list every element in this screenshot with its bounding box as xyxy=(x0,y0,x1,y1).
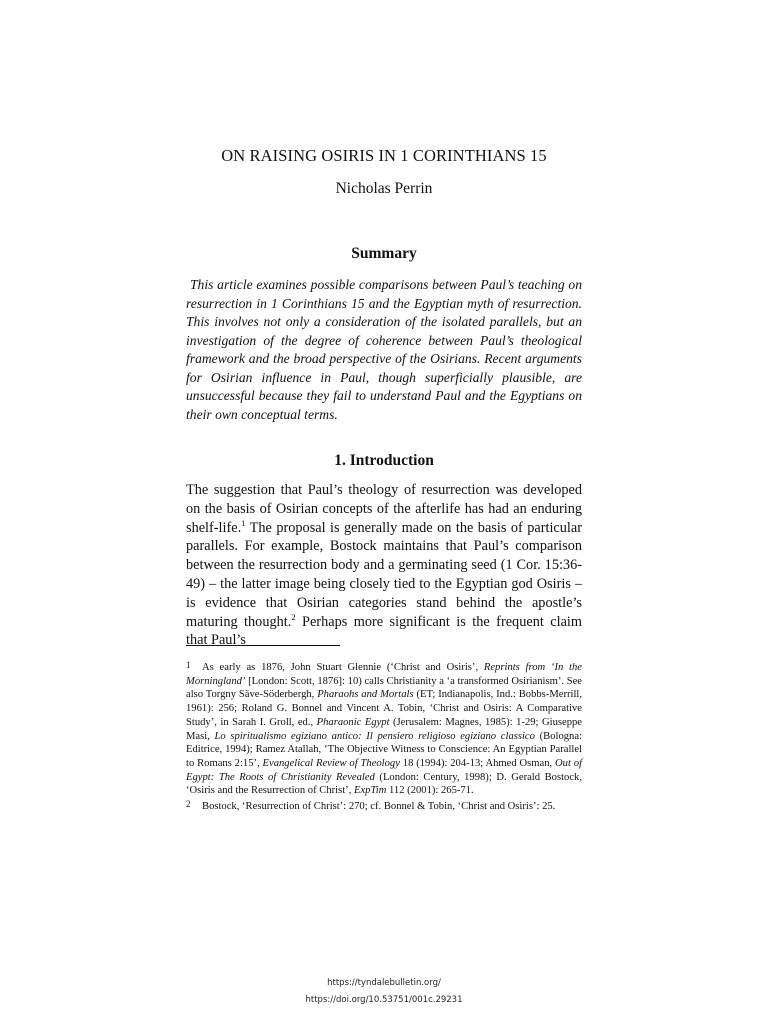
introduction-paragraph xyxy=(186,481,582,650)
footnote-italic-title: Lo spiritualismo egiziano antico: Il pensiero religioso egiziano classico xyxy=(214,730,535,742)
paragraph-text: The suggestion that Paul’s theology of resurrection was developed on the basis of Osirian concepts of the afterlife has had an enduring shelf-life. xyxy=(186,482,582,536)
footnote-text: (Jerusalem: Magnes, 1985): 1-29; Giuseppe Masi, xyxy=(186,716,582,742)
footnote-separator xyxy=(186,645,340,646)
footnote-text: [London: Scott, 1876]: 10) calls Christianity a ‘a transformed Osirianism’. See also Torgny Säve-Söderbergh, xyxy=(186,675,582,701)
footnote-text: Bostock, ‘Resurrection of Christ’: 270; cf. Bonnel & Tobin, ‘Christ and Osiris’: 25. xyxy=(202,801,556,813)
doi-link[interactable]: https://doi.org/10.53751/001c.29231 xyxy=(305,995,463,1005)
footnotes xyxy=(186,659,582,814)
introduction-heading: 1. Introduction xyxy=(334,452,434,469)
summary-heading: Summary xyxy=(351,245,417,262)
page-footer xyxy=(0,975,768,1009)
footnote-text: 18 (1994): 204-13; Ahmed Osman, xyxy=(399,757,556,769)
footnote-text: (ET; Indianapolis, Ind.: Bobbs-Merrill, 1961): 256; Roland G. Bonnel and Vincent A. Tobin, ‘Christ and Osiris: A Comparative Study’, in Sarah I. Groll, ed., xyxy=(186,689,582,728)
footnote-reference-1[interactable]: 1 xyxy=(241,517,246,528)
footnote-text: (London: Century, 1998); D. Gerald Bostock, ‘Osiris and the Resurrection of Christ’, xyxy=(186,771,582,797)
footnote-number: 2 xyxy=(186,799,191,810)
footnote-text: 112 (2001): 265-71. xyxy=(386,785,474,797)
footnote-italic-title: Out of Egypt: The Roots of Christianity Revealed xyxy=(186,757,583,783)
footnote-italic-title: Evangelical Review of Theology xyxy=(262,757,400,769)
footnote-reference-2[interactable]: 2 xyxy=(291,611,296,622)
footnote-italic-title: ExpTim xyxy=(354,785,387,797)
summary-abstract: This article examines possible comparisons between Paul’s teaching on resurrection in 1 Corinthians 15 and the Egyptian myth of resurrection. This involves not only a consideration of the isolated parallels, but an investigation of the degree of coherence between Paul’s theological framework and the broad perspective of the Osirians. Recent arguments for Osirian influence in Paul, though superficially plausible, are unsuccessful because they fail to understand Paul and the Egyptians on their own conceptual terms. xyxy=(186,277,582,422)
article-author: Nicholas Perrin xyxy=(335,180,433,197)
footnote-text: As early as 1876, John Stuart Glennie (‘Christ and Osiris’, xyxy=(202,662,484,673)
footnote-1 xyxy=(186,659,582,798)
footnote-number: 1 xyxy=(186,660,191,670)
footnote-2 xyxy=(186,798,582,814)
footnote-italic-title: Pharaohs and Mortals xyxy=(317,689,414,701)
paragraph-text: The proposal is generally made on the basis of particular parallels. For example, Bostock maintains that Paul’s comparison between the resurrection body and a germinating seed (1 Cor. 15:36-49) – the latter image being closely tied to the Egyptian god Osiris – is evidence that Osirian categories stand behind the apostle’s maturing thought. xyxy=(186,519,582,630)
footnote-text: (Bologna: Editrice, 1994); Ramez Atallah, ‘The Objective Witness to Conscience: An Egyptian Parallel to Romans 2:15’, xyxy=(186,730,582,769)
introduction-body xyxy=(186,481,582,650)
footnote-italic-title: Reprints from ‘In the Morningland’ xyxy=(186,662,582,687)
paragraph-text: Perhaps more significant is the frequent claim that Paul’s xyxy=(186,613,583,649)
journal-url-link[interactable]: https://tyndalebulletin.org/ xyxy=(327,978,441,988)
article-title: ON RAISING OSIRIS IN 1 CORINTHIANS 15 xyxy=(221,146,547,165)
footnote-italic-title: Pharaonic Egypt xyxy=(316,716,390,728)
